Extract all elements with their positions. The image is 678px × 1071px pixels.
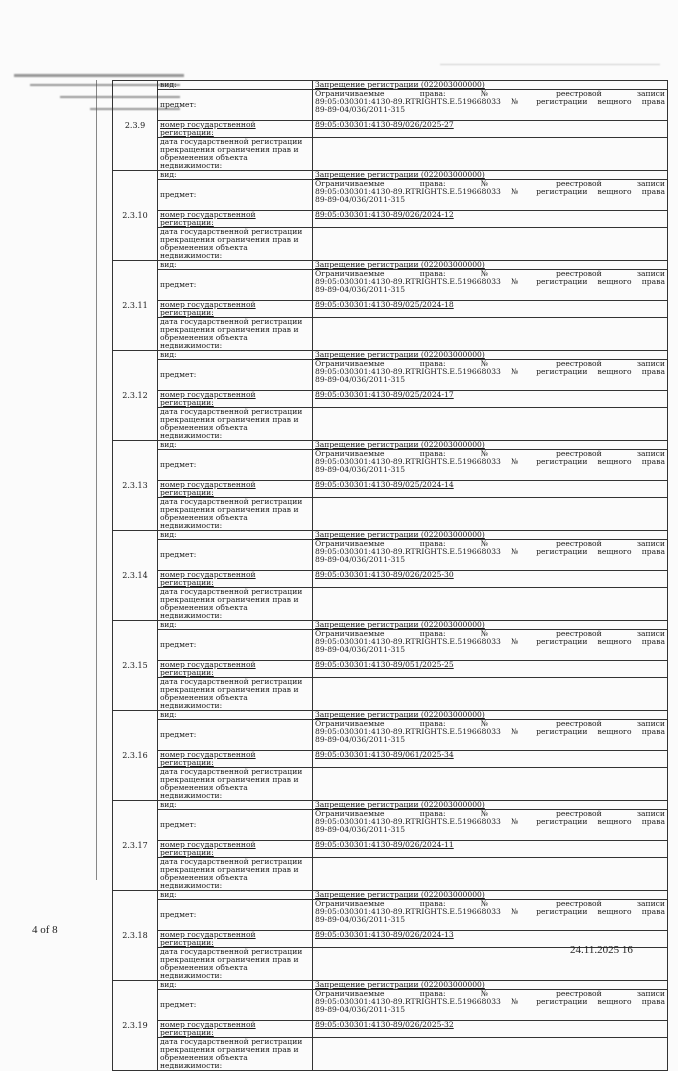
label-vid: вид:	[158, 891, 313, 900]
value-nomer: 89:05:030301:4130-89/026/2025-32	[313, 1021, 668, 1038]
predmet-line-3: 89-89-04/036/2011-315	[315, 1005, 406, 1014]
scan-noise-top-right	[440, 64, 660, 65]
value-nomer: 89:05:030301:4130-89/026/2025-30	[313, 571, 668, 588]
label-vid: вид:	[158, 351, 313, 360]
label-vid: вид:	[158, 441, 313, 450]
entry-row-nomer	[113, 121, 668, 138]
label-vid: вид:	[158, 171, 313, 180]
label-data-prekr: дата государственной регистрации прекращения ограничения прав и обременения объекта недвижимости:	[158, 318, 313, 351]
predmet-line-2: 89:05:030301:4130-89.RTRIGHTS.E.519668033 № регистрации вещного права	[315, 817, 665, 826]
entry-row-predmet	[113, 720, 668, 751]
label-vid: вид:	[158, 981, 313, 990]
predmet-line-1: Ограничиваемые права: № реестровой записи	[315, 449, 665, 458]
label-nomer: номер государственной регистрации:	[158, 301, 313, 318]
label-data-prekr: дата государственной регистрации прекращения ограничения прав и обременения объекта недвижимости:	[158, 588, 313, 621]
value-nomer: 89:05:030301:4130-89/026/2024-13	[313, 931, 668, 948]
page-number: 4 of 8	[32, 924, 58, 936]
entry-row-data-prekr	[113, 408, 668, 441]
label-vid: вид:	[158, 801, 313, 810]
predmet-line-1: Ограничиваемые права: № реестровой записи	[315, 539, 665, 548]
entry-number: 2.3.11	[113, 261, 158, 351]
entry-number: 2.3.18	[113, 891, 158, 981]
value-nomer: 89:05:030301:4130-89/026/2025-27	[313, 121, 668, 138]
entry-row-predmet	[113, 900, 668, 931]
predmet-line-2: 89:05:030301:4130-89.RTRIGHTS.E.519668033 № регистрации вещного права	[315, 547, 665, 556]
entry-row-data-prekr	[113, 138, 668, 171]
label-predmet: предмет:	[158, 360, 313, 391]
predmet-line-1: Ограничиваемые права: № реестровой записи	[315, 719, 665, 728]
label-predmet: предмет:	[158, 270, 313, 301]
entry-row-data-prekr	[113, 588, 668, 621]
value-vid: Запрещение регистрации (022003000000)	[313, 81, 668, 90]
label-data-prekr: дата государственной регистрации прекращения ограничения прав и обременения объекта недвижимости:	[158, 678, 313, 711]
entry-row-nomer	[113, 391, 668, 408]
value-data-prekr	[313, 678, 668, 711]
entry-number: 2.3.17	[113, 801, 158, 891]
predmet-line-3: 89-89-04/036/2011-315	[315, 555, 406, 564]
label-data-prekr: дата государственной регистрации прекращения ограничения прав и обременения объекта недвижимости:	[158, 138, 313, 171]
value-data-prekr	[313, 768, 668, 801]
label-predmet: предмет:	[158, 720, 313, 751]
label-predmet: предмет:	[158, 810, 313, 841]
entry-row-nomer	[113, 301, 668, 318]
entry-row-predmet	[113, 180, 668, 211]
entries-table	[112, 80, 668, 1071]
entry-row-predmet	[113, 990, 668, 1021]
value-data-prekr	[313, 588, 668, 621]
predmet-line-3: 89-89-04/036/2011-315	[315, 195, 406, 204]
print-date: 24.11.2025 16	[570, 944, 633, 956]
entry-row-nomer	[113, 481, 668, 498]
predmet-line-2: 89:05:030301:4130-89.RTRIGHTS.E.519668033 № регистрации вещного права	[315, 97, 665, 106]
label-vid: вид:	[158, 531, 313, 540]
value-predmet	[313, 270, 668, 301]
entry-row-data-prekr	[113, 1038, 668, 1071]
value-predmet	[313, 360, 668, 391]
predmet-line-3: 89-89-04/036/2011-315	[315, 105, 406, 114]
entry-number: 2.3.15	[113, 621, 158, 711]
label-data-prekr: дата государственной регистрации прекращения ограничения прав и обременения объекта недвижимости:	[158, 768, 313, 801]
label-data-prekr: дата государственной регистрации прекращения ограничения прав и обременения объекта недвижимости:	[158, 228, 313, 261]
value-predmet	[313, 720, 668, 751]
predmet-line-2: 89:05:030301:4130-89.RTRIGHTS.E.519668033 № регистрации вещного права	[315, 637, 665, 646]
entry-row-data-prekr	[113, 858, 668, 891]
value-vid: Запрещение регистрации (022003000000)	[313, 981, 668, 990]
label-vid: вид:	[158, 711, 313, 720]
value-predmet	[313, 810, 668, 841]
predmet-line-3: 89-89-04/036/2011-315	[315, 825, 406, 834]
value-vid: Запрещение регистрации (022003000000)	[313, 171, 668, 180]
predmet-line-3: 89-89-04/036/2011-315	[315, 285, 406, 294]
predmet-line-1: Ограничиваемые права: № реестровой записи	[315, 989, 665, 998]
value-predmet	[313, 90, 668, 121]
label-predmet: предмет:	[158, 450, 313, 481]
value-predmet	[313, 990, 668, 1021]
entry-row-data-prekr	[113, 318, 668, 351]
value-nomer: 89:05:030301:4130-89/051/2025-25	[313, 661, 668, 678]
predmet-line-3: 89-89-04/036/2011-315	[315, 375, 406, 384]
label-nomer: номер государственной регистрации:	[158, 571, 313, 588]
label-nomer: номер государственной регистрации:	[158, 481, 313, 498]
entry-row-nomer	[113, 661, 668, 678]
entry-row-predmet	[113, 810, 668, 841]
value-data-prekr	[313, 408, 668, 441]
label-nomer: номер государственной регистрации:	[158, 661, 313, 678]
predmet-line-3: 89-89-04/036/2011-315	[315, 735, 406, 744]
entry-row-nomer	[113, 1021, 668, 1038]
predmet-line-1: Ограничиваемые права: № реестровой записи	[315, 809, 665, 818]
entry-row-data-prekr	[113, 498, 668, 531]
entry-row-nomer	[113, 751, 668, 768]
value-vid: Запрещение регистрации (022003000000)	[313, 441, 668, 450]
entry-number: 2.3.14	[113, 531, 158, 621]
label-data-prekr: дата государственной регистрации прекращения ограничения прав и обременения объекта недвижимости:	[158, 498, 313, 531]
label-vid: вид:	[158, 621, 313, 630]
entry-row-predmet	[113, 270, 668, 301]
label-nomer: номер государственной регистрации:	[158, 121, 313, 138]
value-data-prekr	[313, 498, 668, 531]
label-data-prekr: дата государственной регистрации прекращения ограничения прав и обременения объекта недвижимости:	[158, 858, 313, 891]
predmet-line-2: 89:05:030301:4130-89.RTRIGHTS.E.519668033 № регистрации вещного права	[315, 277, 665, 286]
value-nomer: 89:05:030301:4130-89/061/2025-34	[313, 751, 668, 768]
value-nomer: 89:05:030301:4130-89/025/2024-18	[313, 301, 668, 318]
label-nomer: номер государственной регистрации:	[158, 751, 313, 768]
entry-number: 2.3.10	[113, 171, 158, 261]
value-nomer: 89:05:030301:4130-89/026/2024-11	[313, 841, 668, 858]
value-vid: Запрещение регистрации (022003000000)	[313, 261, 668, 270]
predmet-line-2: 89:05:030301:4130-89.RTRIGHTS.E.519668033 № регистрации вещного права	[315, 187, 665, 196]
scan-noise-top-left	[14, 74, 184, 77]
value-data-prekr	[313, 318, 668, 351]
value-vid: Запрещение регистрации (022003000000)	[313, 891, 668, 900]
predmet-line-2: 89:05:030301:4130-89.RTRIGHTS.E.519668033 № регистрации вещного права	[315, 457, 665, 466]
value-data-prekr	[313, 1038, 668, 1071]
value-vid: Запрещение регистрации (022003000000)	[313, 531, 668, 540]
predmet-line-1: Ограничиваемые права: № реестровой записи	[315, 179, 665, 188]
predmet-line-2: 89:05:030301:4130-89.RTRIGHTS.E.519668033 № регистрации вещного права	[315, 997, 665, 1006]
predmet-line-1: Ограничиваемые права: № реестровой записи	[315, 89, 665, 98]
value-vid: Запрещение регистрации (022003000000)	[313, 801, 668, 810]
value-predmet	[313, 630, 668, 661]
label-data-prekr: дата государственной регистрации прекращения ограничения прав и обременения объекта недвижимости:	[158, 408, 313, 441]
label-nomer: номер государственной регистрации:	[158, 841, 313, 858]
value-predmet	[313, 180, 668, 211]
predmet-line-3: 89-89-04/036/2011-315	[315, 465, 406, 474]
label-predmet: предмет:	[158, 900, 313, 931]
predmet-line-1: Ограничиваемые права: № реестровой записи	[315, 269, 665, 278]
predmet-line-1: Ограничиваемые права: № реестровой записи	[315, 359, 665, 368]
entry-row-nomer	[113, 841, 668, 858]
label-predmet: предмет:	[158, 180, 313, 211]
label-nomer: номер государственной регистрации:	[158, 931, 313, 948]
label-nomer: номер государственной регистрации:	[158, 1021, 313, 1038]
entry-row-data-prekr	[113, 228, 668, 261]
entry-row-predmet	[113, 630, 668, 661]
entry-row-predmet	[113, 360, 668, 391]
value-predmet	[313, 450, 668, 481]
value-data-prekr	[313, 858, 668, 891]
label-data-prekr: дата государственной регистрации прекращения ограничения прав и обременения объекта недвижимости:	[158, 1038, 313, 1071]
value-data-prekr	[313, 228, 668, 261]
label-nomer: номер государственной регистрации:	[158, 211, 313, 228]
value-data-prekr	[313, 138, 668, 171]
entry-row-nomer	[113, 211, 668, 228]
predmet-line-3: 89-89-04/036/2011-315	[315, 915, 406, 924]
label-predmet: предмет:	[158, 540, 313, 571]
entry-row-data-prekr	[113, 768, 668, 801]
entry-number: 2.3.19	[113, 981, 158, 1071]
label-vid: вид:	[158, 81, 313, 90]
value-vid: Запрещение регистрации (022003000000)	[313, 711, 668, 720]
value-predmet	[313, 540, 668, 571]
label-predmet: предмет:	[158, 990, 313, 1021]
predmet-line-3: 89-89-04/036/2011-315	[315, 645, 406, 654]
left-margin-rule	[96, 80, 97, 880]
predmet-line-2: 89:05:030301:4130-89.RTRIGHTS.E.519668033 № регистрации вещного права	[315, 907, 665, 916]
value-nomer: 89:05:030301:4130-89/025/2024-17	[313, 391, 668, 408]
entry-row-predmet	[113, 450, 668, 481]
entry-row-data-prekr	[113, 678, 668, 711]
value-nomer: 89:05:030301:4130-89/025/2024-14	[313, 481, 668, 498]
predmet-line-2: 89:05:030301:4130-89.RTRIGHTS.E.519668033 № регистрации вещного права	[315, 367, 665, 376]
entry-number: 2.3.13	[113, 441, 158, 531]
label-predmet: предмет:	[158, 630, 313, 661]
predmet-line-1: Ограничиваемые права: № реестровой записи	[315, 629, 665, 638]
entry-number: 2.3.12	[113, 351, 158, 441]
value-nomer: 89:05:030301:4130-89/026/2024-12	[313, 211, 668, 228]
value-predmet	[313, 900, 668, 931]
value-vid: Запрещение регистрации (022003000000)	[313, 351, 668, 360]
predmet-line-1: Ограничиваемые права: № реестровой записи	[315, 899, 665, 908]
predmet-line-2: 89:05:030301:4130-89.RTRIGHTS.E.519668033 № регистрации вещного права	[315, 727, 665, 736]
value-vid: Запрещение регистрации (022003000000)	[313, 621, 668, 630]
entry-row-nomer	[113, 571, 668, 588]
entry-number: 2.3.9	[113, 81, 158, 171]
label-nomer: номер государственной регистрации:	[158, 391, 313, 408]
entry-row-predmet	[113, 540, 668, 571]
label-predmet: предмет:	[158, 90, 313, 121]
entry-row-predmet	[113, 90, 668, 121]
label-vid: вид:	[158, 261, 313, 270]
label-data-prekr: дата государственной регистрации прекращения ограничения прав и обременения объекта недвижимости:	[158, 948, 313, 981]
entry-number: 2.3.16	[113, 711, 158, 801]
